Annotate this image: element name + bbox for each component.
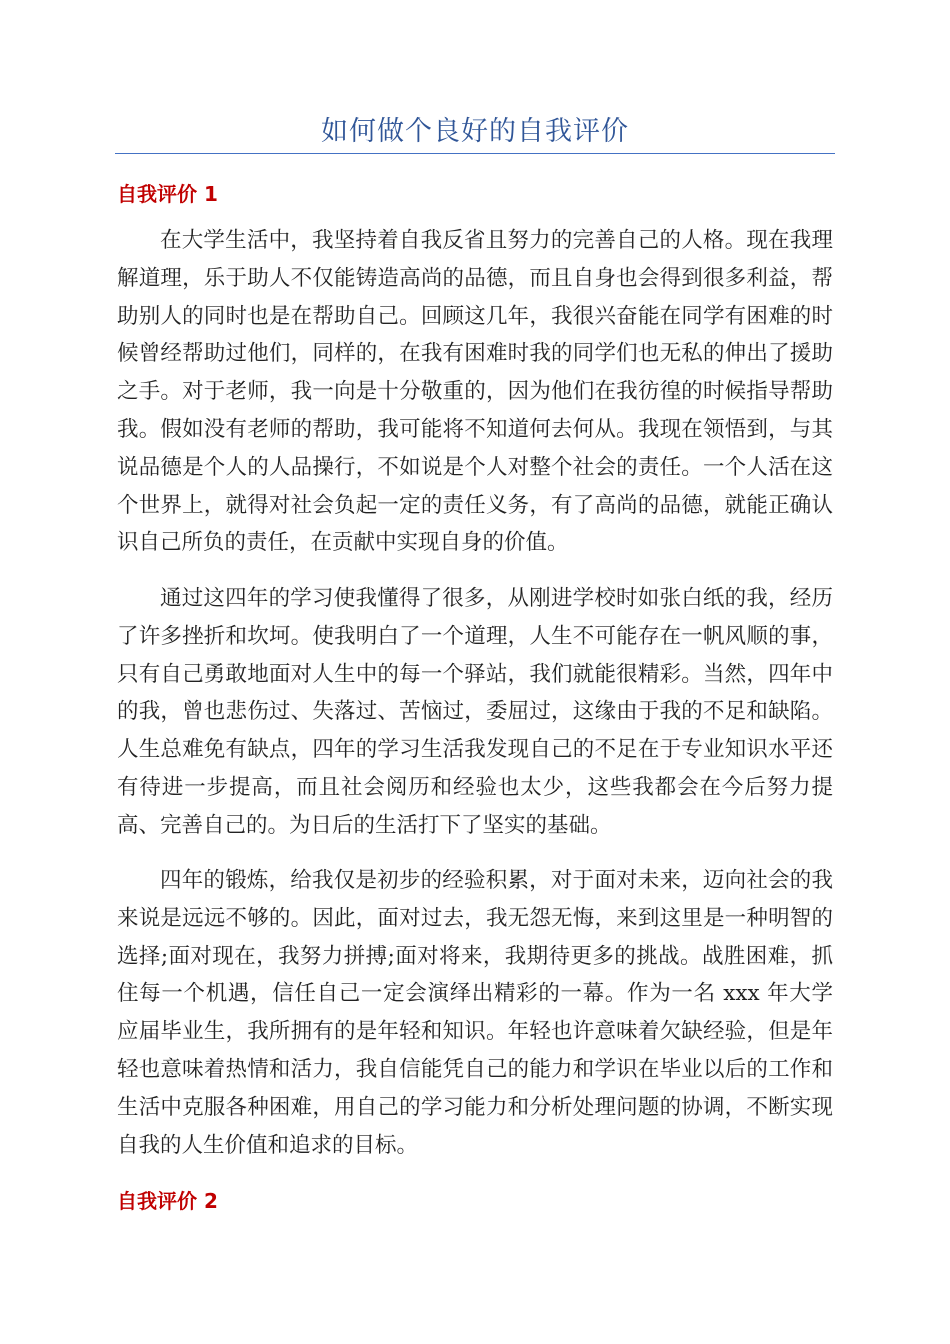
paragraph-3: 四年的锻炼，给我仅是初步的经验积累，对于面对未来，迈向社会的我来说是远远不够的。因此，面对过去，我无怨无悔，来到这里是一种明智的选择;面对现在，我努力拼搏;面对将来，我期待更多的挑战。战胜困难，抓住每一个机遇，信任自己一定会演绎出精彩的一幕。作为一名 xxx 年大学应届毕业生，我所拥有的是年轻和知识。年轻也许意味着欠缺经验，但是年轻也意味着热情和活力，我自信能凭自己的能力和学识在毕业以后的工作和生活中克服各种困难，用自己的学习能力和分析处理问题的协调，不断实现自我的人生价值和追求的目标。 (117, 868, 833, 1158)
document-title: 如何做个良好的自我评价 (321, 116, 629, 147)
section-heading-2: 自我评价 2 (117, 1189, 218, 1213)
title-underline (115, 153, 835, 154)
paragraph-2: 通过这四年的学习使我懂得了很多，从刚进学校时如张白纸的我，经历了许多挫折和坎坷。使我明白了一个道理，人生不可能存在一帆风顺的事，只有自己勇敢地面对人生中的每一个驿站，我们就能很精彩。当然，四年中的我，曾也悲伤过、失落过、苦恼过，委屈过，这缘由于我的不足和缺陷。人生总难免有缺点，四年的学习生活我发现自己的不足在于专业知识水平还有待进一步提高，而且社会阅历和经验也太少，这些我都会在今后努力提高、完善自己的。为日后的生活打下了坚实的基础。 (117, 586, 833, 838)
section-heading-1: 自我评价 1 (117, 182, 218, 206)
paragraph-1: 在大学生活中，我坚持着自我反省且努力的完善自己的人格。现在我理解道理，乐于助人不仅能铸造高尚的品德，而且自身也会得到很多利益，帮助别人的同时也是在帮助自己。回顾这几年，我很兴奋能在同学有困难的时候曾经帮助过他们，同样的，在我有困难时我的同学们也无私的伸出了援助之手。对于老师，我一向是十分敬重的，因为他们在我彷徨的时候指导帮助我。假如没有老师的帮助，我可能将不知道何去何从。我现在领悟到，与其说品德是个人的人品操行，不如说是个人对整个社会的责任。一个人活在这个世界上，就得对社会负起一定的责任义务，有了高尚的品德，就能正确认识自己所负的责任，在贡献中实现自身的价值。 (117, 228, 833, 556)
